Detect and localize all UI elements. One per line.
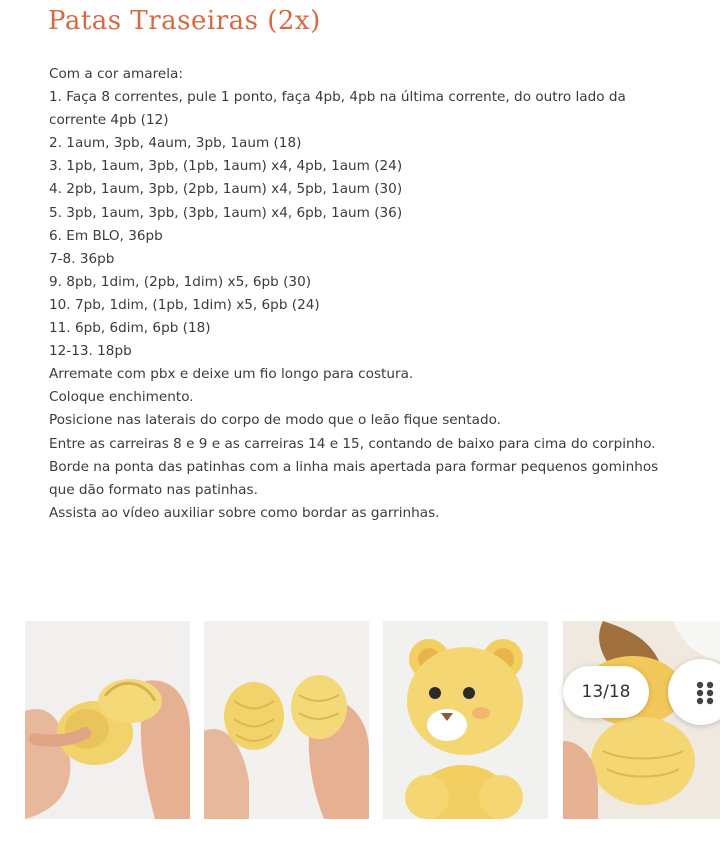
gallery-photo-2[interactable] — [204, 621, 369, 819]
instruction-line: Arremate com pbx e deixe um fio longo para costura. — [49, 366, 414, 383]
instruction-line: Assista ao vídeo auxiliar sobre como bordar as garrinhas. — [49, 504, 440, 521]
gallery-photo-3[interactable] — [383, 621, 548, 819]
photo-gallery[interactable] — [0, 621, 720, 819]
instruction-line: que dão formato nas patinhas. — [49, 481, 258, 498]
instruction-line: 1. Faça 8 correntes, pule 1 ponto, faça 4pb, 4pb na última corrente, do outro lado da — [49, 89, 626, 106]
instruction-line: 9. 8pb, 1dim, (2pb, 1dim) x5, 6pb (30) — [49, 273, 312, 290]
instruction-line: 12-13. 18pb — [49, 343, 132, 360]
instruction-line: 3. 1pb, 1aum, 3pb, (1pb, 1aum) x4, 4pb, 1aum (24) — [49, 158, 403, 175]
slide-counter: 13/18 — [563, 666, 649, 718]
instruction-line: Entre as carreiras 8 e 9 e as carreiras 14 e 15, contando de baixo para cima do corpinho. — [49, 435, 656, 452]
instruction-line: 10. 7pb, 1dim, (1pb, 1dim) x5, 6pb (24) — [49, 296, 320, 313]
instruction-line: 7-8. 36pb — [49, 250, 115, 267]
grid-dots-icon — [696, 681, 716, 709]
instruction-line: 4. 2pb, 1aum, 3pb, (2pb, 1aum) x4, 5pb, 1aum (30) — [49, 181, 403, 198]
instruction-line: Coloque enchimento. — [49, 389, 194, 406]
instruction-line: 6. Em BLO, 36pb — [49, 227, 163, 244]
instruction-line: 11. 6pb, 6dim, 6pb (18) — [49, 320, 211, 337]
instruction-line: Com a cor amarela: — [49, 66, 183, 82]
instruction-line: Posicione nas laterais do corpo de modo que o leão fique sentado. — [49, 412, 501, 429]
section-title: Patas Traseiras (2x) — [48, 6, 321, 36]
instruction-line: 2. 1aum, 3pb, 4aum, 3pb, 1aum (18) — [49, 135, 302, 152]
gallery-photo-1[interactable] — [25, 621, 190, 819]
instruction-line: Borde na ponta das patinhas com a linha mais apertada para formar pequenos gominhos — [49, 458, 659, 475]
instruction-line: corrente 4pb (12) — [49, 112, 169, 129]
instructions-list — [49, 63, 709, 525]
instruction-line: 5. 3pb, 1aum, 3pb, (3pb, 1aum) x4, 6pb, 1aum (36) — [49, 204, 403, 221]
